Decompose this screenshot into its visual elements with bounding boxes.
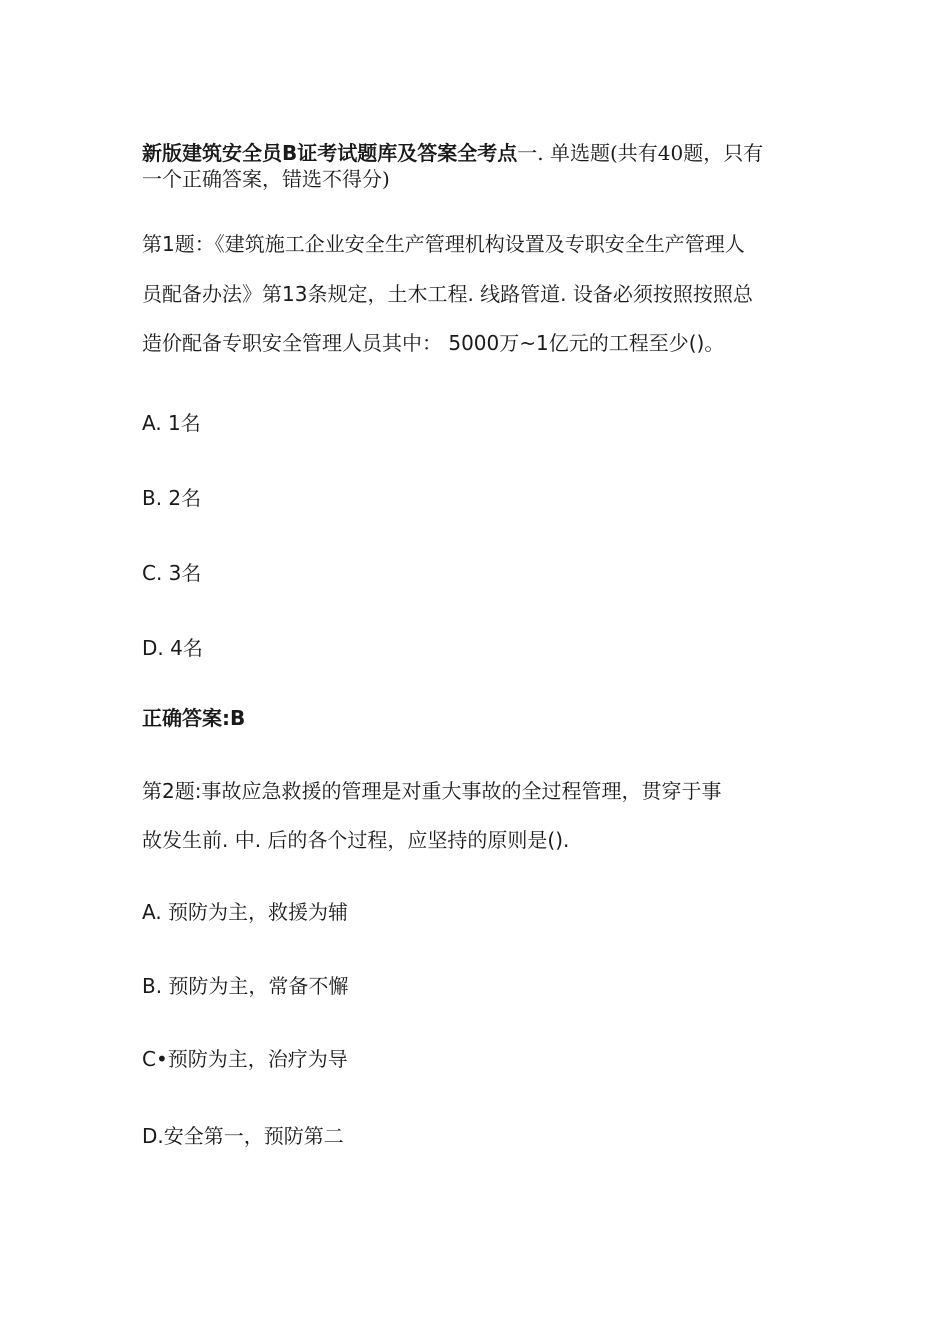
- question-2-text-line-2: 故发生前. 中. 后的各个过程，应坚持的原则是().: [142, 828, 570, 852]
- question-2-option-b: B. 预防为主，常备不懈: [142, 974, 349, 998]
- question-2-option-d: D.安全第一，预防第二: [142, 1124, 344, 1148]
- section-intro-line-2: 一个正确答案，错选不得分): [142, 167, 390, 191]
- question-2-option-a: A. 预防为主，救援为辅: [142, 900, 349, 924]
- question-1-option-b: B. 2名: [142, 486, 202, 510]
- question-2-option-c: C•预防为主，治疗为导: [142, 1047, 348, 1071]
- question-1-text-line-2: 员配备办法》第13条规定，土木工程. 线路管道. 设备必须按照按照总: [142, 282, 753, 306]
- question-1-option-d: D. 4名: [142, 636, 203, 660]
- question-1-answer: 正确答案:B: [142, 706, 246, 730]
- document-title-line-1: [142, 141, 763, 165]
- question-1-text-line-1: 第1题：《建筑施工企业安全生产管理机构设置及专职安全生产管理人: [142, 232, 745, 256]
- question-2-text-line-1: 第2题:事故应急救援的管理是对重大事故的全过程管理，贯穿于事: [142, 779, 722, 803]
- section-intro: 一. 单选题(共有40题，只有: [517, 141, 764, 165]
- question-1-text-line-3: 造价配备专职安全管理人员其中： 5000万~1亿元的工程至少()。: [142, 331, 725, 355]
- question-1-option-a: A. 1名: [142, 411, 201, 435]
- question-1-option-c: C. 3名: [142, 561, 202, 585]
- document-title: 新版建筑安全员B证考试题库及答案全考点: [142, 141, 518, 165]
